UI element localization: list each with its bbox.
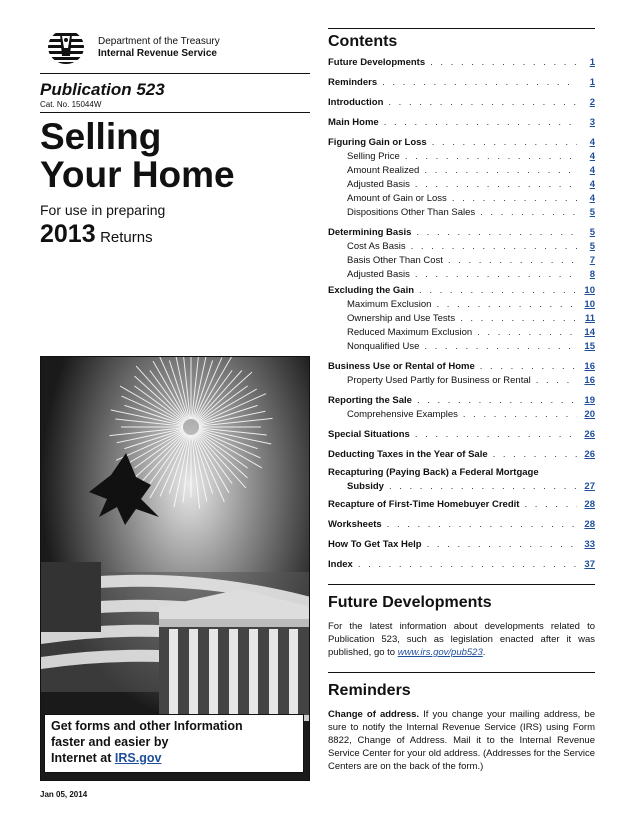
irs-eagle-logo [40,26,92,66]
toc-page-link[interactable]: 5 [589,227,595,238]
toc-entry-label: Main Home [328,117,379,128]
reminders-body: If you change your mailing address, be sure to notify the Internal Revenue Service (IRS) using Form 8822, Change of Address. Mail it to the Internal Revenue Service Center for your old address. (Addresses for the Service Centers are on the back of the form.) [328,709,595,772]
toc-dot-leader [480,360,577,374]
toc-entry-label: Reminders [328,77,378,88]
toc-dot-leader [416,226,577,240]
toc-entry[interactable] [328,76,595,90]
change-of-address-lead: Change of address. [328,709,420,720]
toc-page-link[interactable]: 4 [589,137,595,148]
toc-entry-label: Amount Realized [347,165,420,176]
toc-entry[interactable] [328,518,595,532]
toc-dot-leader [430,56,577,70]
toc-page-link[interactable]: 19 [584,395,595,406]
toc-page-link[interactable]: 8 [589,269,595,280]
toc-page-link[interactable]: 11 [584,313,595,324]
period: . [482,647,486,658]
toc-page-link[interactable]: 5 [589,207,595,218]
toc-page-link[interactable]: 4 [589,151,595,162]
toc-page-link[interactable]: 14 [584,327,595,338]
toc-dot-leader [405,150,577,164]
toc-page-link[interactable]: 28 [584,499,595,510]
toc-dot-leader [477,326,577,340]
future-developments-text [328,620,595,659]
toc-page-link[interactable]: 15 [584,341,595,352]
toc-entry[interactable] [328,466,595,480]
toc-entry-label: Determining Basis [328,227,412,238]
promo-prefix: Internet at [51,751,115,765]
toc-dot-leader [389,480,577,494]
toc-dot-leader [384,116,577,130]
toc-dot-leader [452,192,577,206]
toc-entry-label: Reporting the Sale [328,395,412,406]
toc-entry-label: How To Get Tax Help [328,539,422,550]
toc-page-link[interactable]: 26 [584,449,595,460]
toc-page-link[interactable]: 7 [589,255,595,266]
toc-dot-leader [358,558,577,572]
toc-entry[interactable] [328,448,595,462]
toc-entry-label: Business Use or Rental of Home [328,361,475,372]
toc-entry-label: Nonqualified Use [347,341,420,352]
toc-page-link[interactable]: 1 [589,57,595,68]
toc-entry-label: Figuring Gain or Loss [328,137,427,148]
toc-dot-leader [382,76,577,90]
toc-entry[interactable] [347,298,595,312]
toc-dot-leader [419,284,577,298]
toc-entry[interactable] [347,192,595,206]
toc-entry[interactable] [328,360,595,374]
supreme-court-building [151,589,310,721]
toc-page-link[interactable]: 2 [589,97,595,108]
department-name: Department of the Treasury [98,36,220,47]
toc-entry-label: Special Situations [328,429,410,440]
toc-page-link[interactable]: 16 [584,375,595,386]
pub523-link[interactable]: www.irs.gov/pub523 [397,647,483,658]
toc-entry[interactable] [347,312,595,326]
toc-dot-leader [463,408,577,422]
toc-dot-leader [436,298,577,312]
toc-entry[interactable] [328,96,595,110]
toc-dot-leader [432,136,577,150]
toc-page-link[interactable]: 10 [584,285,595,296]
toc-entry-label: Amount of Gain or Loss [347,193,447,204]
tax-year-line [40,220,153,249]
toc-entry-label: Subsidy [347,481,384,492]
toc-entry-label: Index [328,559,353,570]
toc-page-link[interactable]: 20 [584,409,595,420]
usage-note: For use in preparing [40,202,166,218]
toc-entry-label: Selling Price [347,151,400,162]
toc-entry[interactable] [347,206,595,220]
toc-entry-label: Future Developments [328,57,426,68]
toc-entry[interactable] [347,268,595,282]
toc-entry[interactable] [347,374,595,388]
promo-line-2: faster and easier by [51,735,169,749]
toc-dot-leader [536,374,577,388]
toc-page-link[interactable]: 4 [589,193,595,204]
future-developments-heading: Future Developments [328,594,492,611]
toc-entry[interactable] [347,408,595,422]
toc-dot-leader [424,164,577,178]
toc-entry[interactable] [347,254,595,268]
toc-page-link[interactable]: 10 [584,299,595,310]
agency-name: Internal Revenue Service [98,48,217,59]
toc-page-link[interactable]: 16 [584,361,595,372]
divider [328,584,595,585]
toc-entry-label: Recapturing (Paying Back) a Federal Mortgage [328,467,539,478]
toc-dot-leader [493,448,577,462]
toc-entry[interactable] [347,164,595,178]
contents-heading: Contents [328,33,398,50]
catalog-number: Cat. No. 15044W [40,100,102,109]
document-title [40,118,235,194]
toc-entry[interactable] [328,56,595,70]
toc-entry-label: Ownership and Use Tests [347,313,456,324]
toc-entry-label: Excluding the Gain [328,285,415,296]
toc-entry[interactable] [347,150,595,164]
reminders-heading: Reminders [328,682,411,699]
toc-page-link[interactable]: 37 [584,559,595,570]
toc-dot-leader [480,206,577,220]
toc-dot-leader [427,538,577,552]
toc-entry-label: Cost As Basis [347,241,406,252]
divider [328,672,595,673]
toc-page-link[interactable]: 5 [589,241,595,252]
irs-gov-link[interactable]: IRS.gov [114,751,162,765]
toc-dot-leader [417,394,577,408]
toc-entry-label: Adjusted Basis [347,179,410,190]
toc-dot-leader [411,240,577,254]
toc-entry[interactable] [347,178,595,192]
toc-entry-label: Reduced Maximum Exclusion [347,327,473,338]
title-line-2: Your Home [40,154,235,195]
toc-entry[interactable] [328,226,595,240]
toc-page-link[interactable]: 27 [584,481,595,492]
toc-entry[interactable] [328,538,595,552]
returns-label: Returns [100,229,153,246]
publication-number: Publication 523 [40,80,165,99]
toc-page-link[interactable]: 26 [584,429,595,440]
toc-entry[interactable] [347,326,595,340]
divider [328,28,595,29]
toc-entry-label: Deducting Taxes in the Year of Sale [328,449,488,460]
toc-entry[interactable] [328,394,595,408]
toc-entry-label: Worksheets [328,519,382,530]
toc-entry-label: Basis Other Than Cost [347,255,443,266]
toc-page-link[interactable]: 3 [589,117,595,128]
toc-entry[interactable] [328,480,595,494]
toc-dot-leader [524,498,577,512]
promo-box [44,714,304,773]
toc-page-link[interactable]: 1 [589,77,595,88]
reminders-text [328,708,595,773]
promo-line-3 [51,750,297,766]
toc-entry[interactable] [328,116,595,130]
tax-year: 2013 [40,220,96,248]
promo-line-1: Get forms and other Information [51,719,243,733]
toc-entry-label: Comprehensive Examples [347,409,458,420]
cover-photo [40,356,310,781]
toc-entry-label: Maximum Exclusion [347,299,432,310]
toc-dot-leader [387,518,577,532]
toc-entry[interactable] [328,558,595,572]
toc-dot-leader [415,428,577,442]
publication-date: Jan 05, 2014 [40,790,88,799]
toc-entry[interactable] [347,240,595,254]
toc-entry-label: Dispositions Other Than Sales [347,207,476,218]
toc-dot-leader [388,96,577,110]
toc-entry-label: Property Used Partly for Business or Rental [347,375,531,386]
toc-entry[interactable] [328,284,595,298]
toc-entry-label: Recapture of First-Time Homebuyer Credit [328,499,520,510]
toc-page-link[interactable]: 4 [589,179,595,190]
toc-page-link[interactable]: 4 [589,165,595,176]
toc-dot-leader [424,340,577,354]
toc-entry-label: Adjusted Basis [347,269,410,280]
toc-entry-label: Introduction [328,97,384,108]
future-developments-body: For the latest information about developments related to Publication 523, such as legislation enacted after it was published, go to [328,621,595,658]
toc-page-link[interactable]: 28 [584,519,595,530]
toc-entry[interactable] [347,340,595,354]
toc-entry[interactable] [328,428,595,442]
toc-dot-leader [448,254,577,268]
toc-entry[interactable] [328,498,595,512]
toc-dot-leader [415,178,577,192]
toc-entry[interactable] [328,136,595,150]
toc-page-link[interactable]: 33 [584,539,595,550]
divider [40,73,310,74]
toc-dot-leader [415,268,577,282]
toc-dot-leader [460,312,577,326]
title-line-1: Selling [40,116,162,157]
divider [40,112,310,113]
